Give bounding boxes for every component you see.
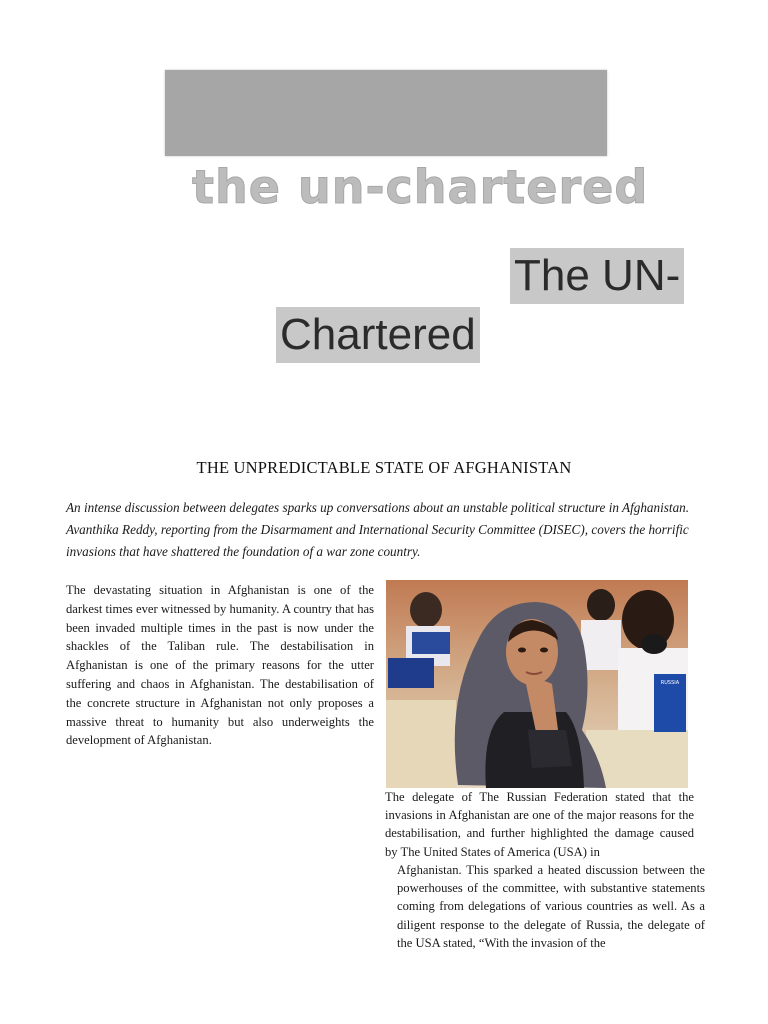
masthead-banner: [165, 70, 607, 156]
article-standfirst: An intense discussion between delegates sparks up conversations about an unstable political structure in Afghanistan. Avanthika Reddy, reporting from the Disarmament and International Security Committee (DISEC), covers the horrific invasions that have shattered the foundation of a war zone country.: [66, 500, 690, 559]
publication-title-line2: Chartered: [276, 307, 480, 363]
delegate-photo-illustration: [386, 580, 688, 788]
article-headline: THE UNPREDICTABLE STATE OF AFGHANISTAN: [196, 458, 572, 477]
placard-label: RUSSIA: [660, 680, 680, 686]
publication-title-line1: The UN-: [510, 248, 684, 304]
delegate-photo: [386, 580, 688, 788]
article-body-right-part1: The delegate of The Russian Federation stated that the invasions in Afghanistan are one of the major reasons for the destabilisation, and further highlighted the damage caused by The United States of America (USA) in: [385, 790, 694, 859]
country-placard: [654, 674, 686, 732]
article-body-right-part2: Afghanistan. This sparked a heated discussion between the powerhouses of the committee, with substantive statements coming from delegations of various countries as well. As a diligent response to the delegate of Russia, the delegate of the USA stated, “With the invasion of the: [397, 863, 705, 950]
article-body-left: The devastating situation in Afghanistan is one of the darkest times ever witnessed by humanity. A country that has been invaded multiple times in the past is now under the shackles of the Taliban rule. The destabilisation in Afghanistan is one of the primary reasons for the utter suffering and chaos in Afghanistan. The destabilisation of the concrete structure in Afghanistan not only proposes a massive threat to humanity but also underweights the development of Afghanistan.: [66, 583, 374, 748]
masthead-logo: the un-chartered: [192, 160, 649, 214]
